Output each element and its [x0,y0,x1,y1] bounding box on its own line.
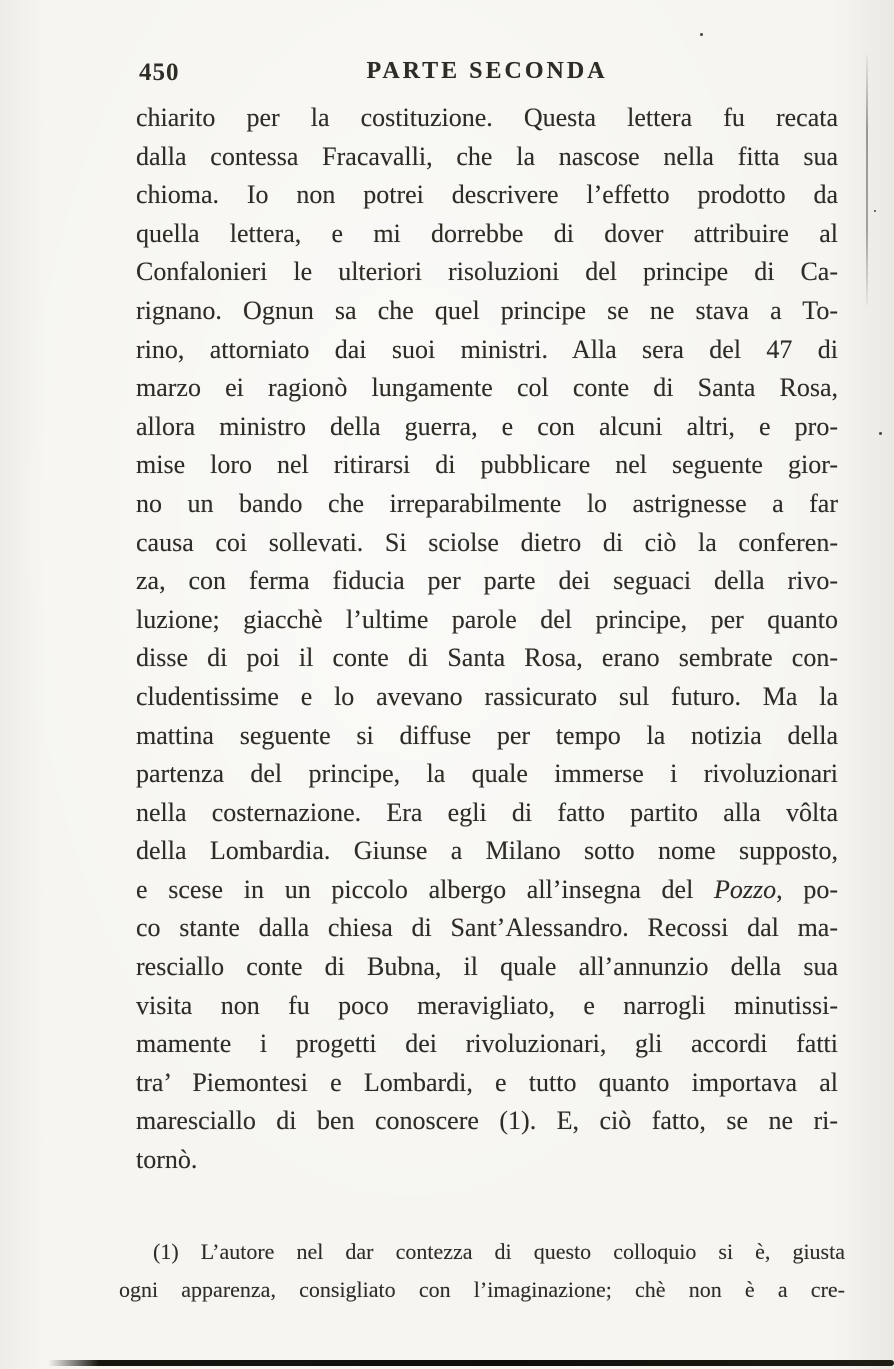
body-line: za, con ferma fiducia per parte dei seguaci della rivo- [136,566,838,596]
body-line: resciallo conte di Bubna, il quale all’annunzio della sua [136,952,838,982]
scan-artifact-speck [700,33,703,36]
body-line: marzo ei ragionò lungamente col conte di Santa Rosa, [136,373,838,403]
body-line: quella lettera, e mi dorrebbe di dover attribuire al [136,218,838,248]
body-line: no un bando che irreparabilmente lo astrignesse a far [136,488,838,518]
body-line: allora ministro della guerra, e con alcuni altri, e pro- [136,411,838,441]
body-line: disse di poi il conte di Santa Rosa, erano sembrate con- [136,643,838,673]
body-line: maresciallo di ben conoscere (1). E, ciò fatto, se ne ri- [136,1106,838,1136]
body-line: causa coi sollevati. Si sciolse dietro di ciò la conferen- [136,527,838,557]
scan-artifact-bottom-edge [48,1360,894,1366]
body-line: Confalonieri le ulteriori risoluzioni del principe di Ca- [136,257,838,287]
running-title: PARTE SECONDA [366,58,608,84]
body-line: dalla contessa Fracavalli, che la nascose nella fitta sua [136,141,838,171]
page-number: 450 [139,59,180,86]
scan-artifact-speck [879,432,882,435]
body-line: mattina seguente si diffuse per tempo la notizia della [136,720,838,750]
body-line: chiarito per la costituzione. Questa lettera fu recata [136,103,838,132]
body-line: e scese in un piccolo albergo all’insegna del Pozzo, po- [136,874,838,904]
body-text [136,99,838,1180]
body-line: visita non fu poco meravigliato, e narrogli minutissi- [136,990,838,1020]
body-line: nella costernazione. Era egli di fatto partito alla vôlta [136,797,838,827]
body-line: tra’ Piemontesi e Lombardi, e tutto quanto importava al [136,1067,838,1097]
body-line: partenza del principe, la quale immerse i rivoluzionari [136,759,838,789]
footnote [119,1233,845,1309]
body-line: rino, attorniato dai suoi ministri. Alla sera del 47 di [136,334,838,364]
body-line: luzione; giacchè l’ultime parole del principe, per quanto [136,604,838,634]
footnote-line: ogni apparenza, consigliato con l’imaginazione; chè non è a cre- [119,1277,845,1302]
body-line: della Lombardia. Giunse a Milano sotto nome supposto, [136,836,838,866]
body-line: chioma. Io non potrei descrivere l’effetto prodotto da [136,180,838,210]
body-line: mamente i progetti dei rivoluzionari, gli accordi fatti [136,1029,838,1059]
scan-artifact-vertical-line [866,55,868,305]
body-line: co stante dalla chiesa di Sant’Alessandro. Recossi dal ma- [136,913,838,943]
body-line: rignano. Ognun sa che quel principe se ne stava a To- [136,295,838,325]
footnote-line: (1) L’autore nel dar contezza di questo colloquio si è, giusta [153,1239,845,1264]
page-header [137,58,837,92]
scan-artifact-speck [874,210,876,212]
body-line: mise loro nel ritirarsi di pubblicare nel seguente gior- [136,450,838,480]
body-line: tornò. [136,1145,198,1175]
body-line: cludentissime e lo avevano rassicurato sul futuro. Ma la [136,681,838,711]
